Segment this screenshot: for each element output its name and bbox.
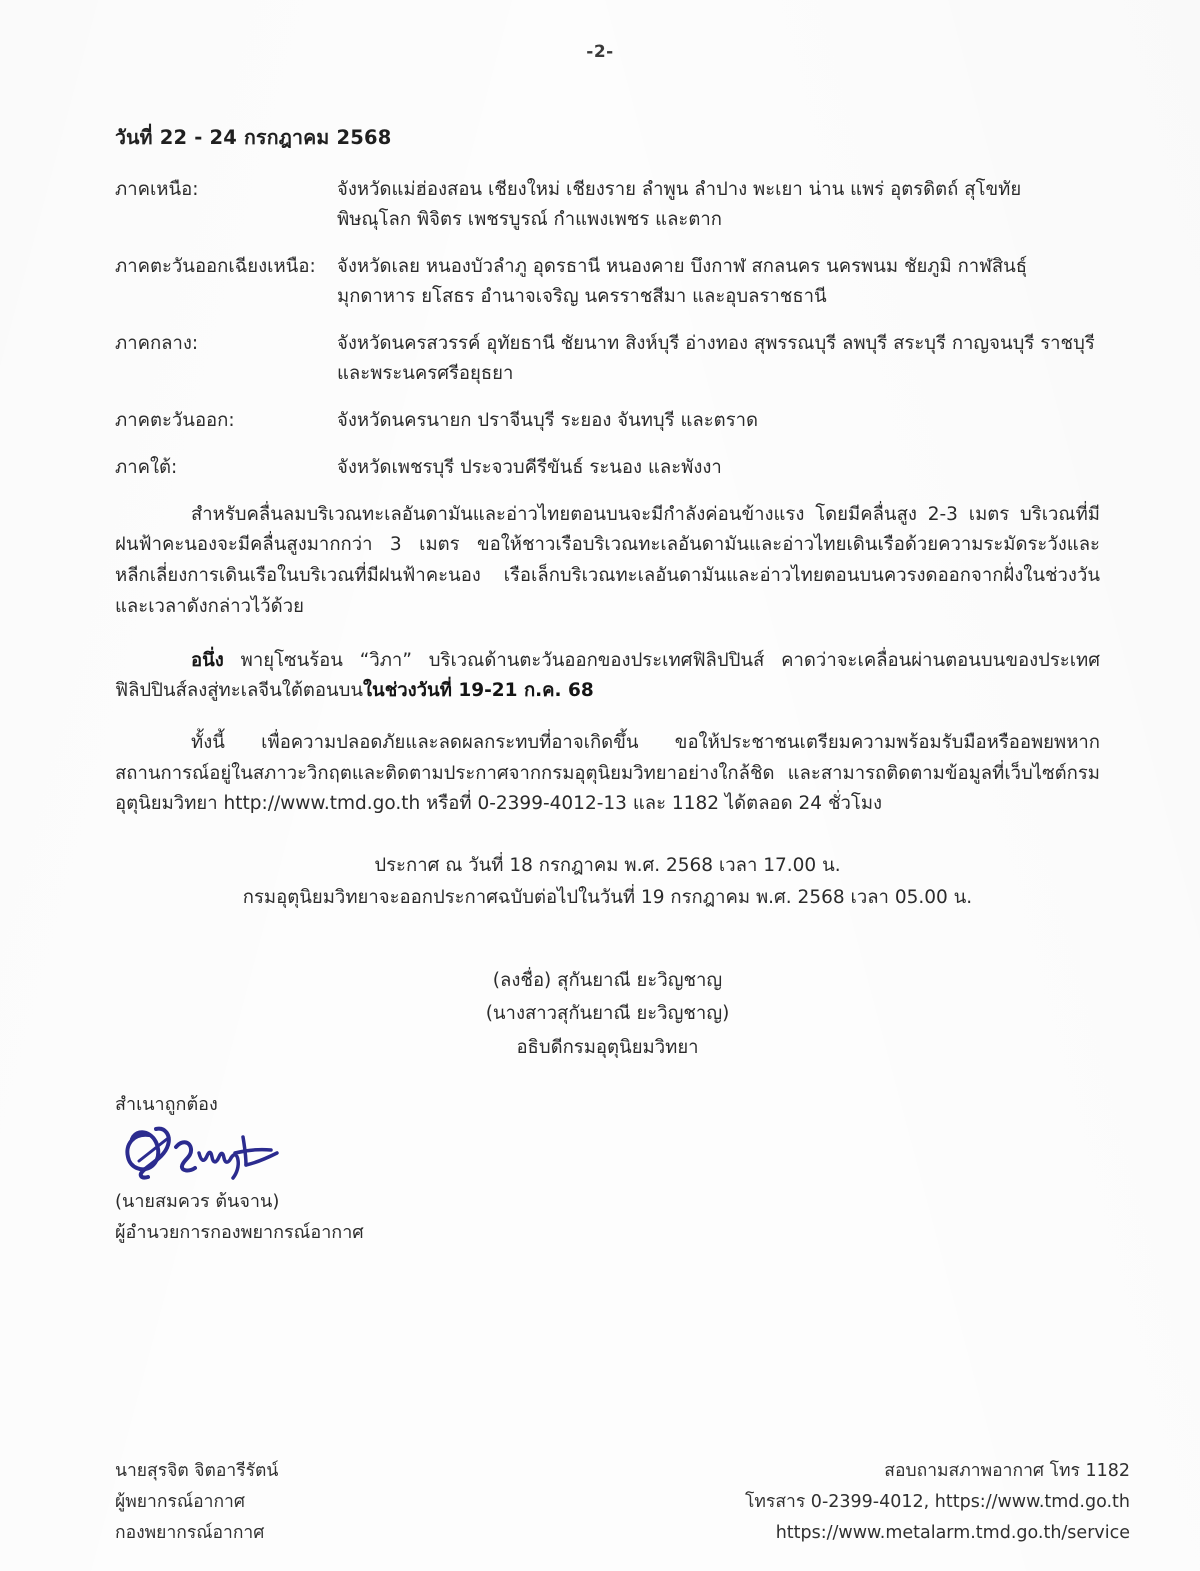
signature-name-line: (นางสาวสุกันยาณี ยะวิญชาญ)	[485, 1003, 730, 1025]
certification-title: สำเนาถูกต้อง	[115, 1094, 218, 1115]
region-provinces-south: จังหวัดเพชรบุรี ประจวบคีรีขันธ์ ระนอง และพังงา	[337, 456, 722, 478]
region-label-central: ภาคกลาง:	[115, 332, 199, 354]
footer-contact-info	[745, 1456, 1130, 1549]
footer-fax-website-line: โทรสาร 0-2399-4012, https://www.tmd.go.th	[745, 1491, 1130, 1512]
paragraph-typhoon	[115, 646, 1100, 707]
region-label-north: ภาคเหนือ:	[115, 179, 199, 200]
region-row	[115, 453, 1100, 483]
page-number: -2-	[586, 42, 614, 62]
region-row	[115, 175, 1100, 235]
footer-left-line: ผู้พยากรณ์อากาศ	[115, 1491, 245, 1512]
typhoon-lead-word: อนึ่ง	[191, 649, 224, 671]
document-content	[115, 122, 1100, 1065]
date-range-heading: วันที่ 22 - 24 กรกฎาคม 2568	[115, 126, 392, 149]
region-provinces-east: จังหวัดนครนายก ปราจีนบุรี ระยอง จันทบุรี และตราด	[337, 409, 759, 431]
footer-service-url-line: https://www.metalarm.tmd.go.th/service	[775, 1522, 1130, 1543]
announcement-issued-line: ประกาศ ณ วันที่ 18 กรกฎาคม พ.ศ. 2568 เวลา 17.00 น.	[374, 855, 841, 877]
handwritten-signature-icon	[119, 1123, 575, 1185]
page-footer	[115, 1456, 1130, 1549]
footer-left-line: นายสุรจิต จิตอารีรัตน์	[115, 1460, 279, 1481]
paragraph-spacer	[115, 634, 1100, 646]
signature-block	[115, 964, 1100, 1065]
region-label-east: ภาคตะวันออก:	[115, 409, 235, 431]
footer-phone-line: สอบถามสภาพอากาศ โทร 1182	[884, 1460, 1130, 1481]
signature-title-line: อธิบดีกรมอุตุนิยมวิทยา	[516, 1037, 699, 1059]
region-label-northeast: ภาคตะวันออกเฉียงเหนือ:	[115, 255, 316, 277]
region-provinces-north: จังหวัดแม่ฮ่องสอน เชียงใหม่ เชียงราย ลำพูน ลำปาง พะเยา น่าน แพร่ อุตรดิตถ์ สุโขทัย พิษณุโลก พิจิตร เพชรบูรณ์ กำแพงเพชร และตาก	[337, 179, 1022, 230]
typhoon-date-range: ในช่วงวันที่ 19-21 ก.ค. 68	[363, 680, 594, 702]
announcement-next-line: กรมอุตุนิยมวิทยาจะออกประกาศฉบับต่อไปในวันที่ 19 กรกฎาคม พ.ศ. 2568 เวลา 05.00 น.	[242, 886, 973, 908]
certification-name: (นายสมควร ต้นจาน)	[115, 1190, 280, 1212]
region-row	[115, 252, 1100, 312]
region-list	[115, 175, 1100, 483]
footer-forecaster-info	[115, 1456, 278, 1549]
paragraph-spacer	[115, 716, 1100, 728]
region-provinces-northeast: จังหวัดเลย หนองบัวลำภู อุดรธานี หนองคาย บึงกาฬ สกลนคร นครพนม ชัยภูมิ กาฬสินธุ์ มุกดาหาร ยโสธร อำนาจเจริญ นครราชสีมา และอุบลราชธานี	[337, 255, 1028, 307]
announcement-dates	[115, 850, 1100, 914]
certification-block	[115, 1090, 575, 1249]
signature-signed-line: (ลงชื่อ) สุกันยาณี ยะวิญชาญ	[492, 969, 723, 991]
region-row	[115, 406, 1100, 436]
region-provinces-central: จังหวัดนครสวรรค์ อุทัยธานี ชัยนาท สิงห์บุรี อ่างทอง สุพรรณบุรี ลพบุรี สระบุรี กาญจนบุรี ราชบุรี และพระนครศรีอยุธยา	[337, 332, 1095, 384]
region-label-south: ภาคใต้:	[115, 456, 178, 478]
certification-position: ผู้อำนวยการกองพยากรณ์อากาศ	[115, 1221, 364, 1243]
paragraph-sea-conditions: สำหรับคลื่นลมบริเวณทะเลอันดามันและอ่าวไทยตอนบนจะมีกำลังค่อนข้างแรง โดยมีคลื่นสูง 2-3 เมตร บริเวณที่มีฝนฟ้าคะนองจะมีคลื่นสูงมากกว่า 3 เมตร ขอให้ชาวเรือบริเวณทะเลอันดามันและอ่าวไทยเดินเรือด้วยความระมัดระวังและหลีกเลี่ยงการเดินเรือในบริเวณที่มีฝนฟ้าคะนอง เรือเล็กบริเวณทะเลอันดามันและอ่าวไทยตอนบนควรงดออกจากฝั่งในช่วงวันและเวลาดังกล่าวไว้ด้วย	[115, 503, 1100, 617]
typhoon-body-text: พายุโซนร้อน “วิภา” บริเวณด้านตะวันออกของประเทศฟิลิปปินส์ คาดว่าจะเคลื่อนผ่านตอนบนของประเทศฟิลิปปินส์ลงสู่ทะเลจีนใต้ตอนบน	[115, 649, 1100, 702]
footer-left-line: กองพยากรณ์อากาศ	[115, 1522, 265, 1543]
paragraph-safety-advice: ทั้งนี้ เพื่อความปลอดภัยและลดผลกระทบที่อาจเกิดขึ้น ขอให้ประชาชนเตรียมความพร้อมรับมือหรืออพยพหากสถานการณ์อยู่ในสภาวะวิกฤตและติดตามประกาศจากกรมอุตุนิยมวิทยาอย่างใกล้ชิด และสามารถติดตามข้อมูลที่เว็บไซต์กรมอุตุนิยมวิทยา http://www.tmd.go.th หรือที่ 0-2399-4012-13 และ 1182 ได้ตลอด 24 ชั่วโมง	[115, 731, 1100, 815]
region-row	[115, 329, 1100, 389]
